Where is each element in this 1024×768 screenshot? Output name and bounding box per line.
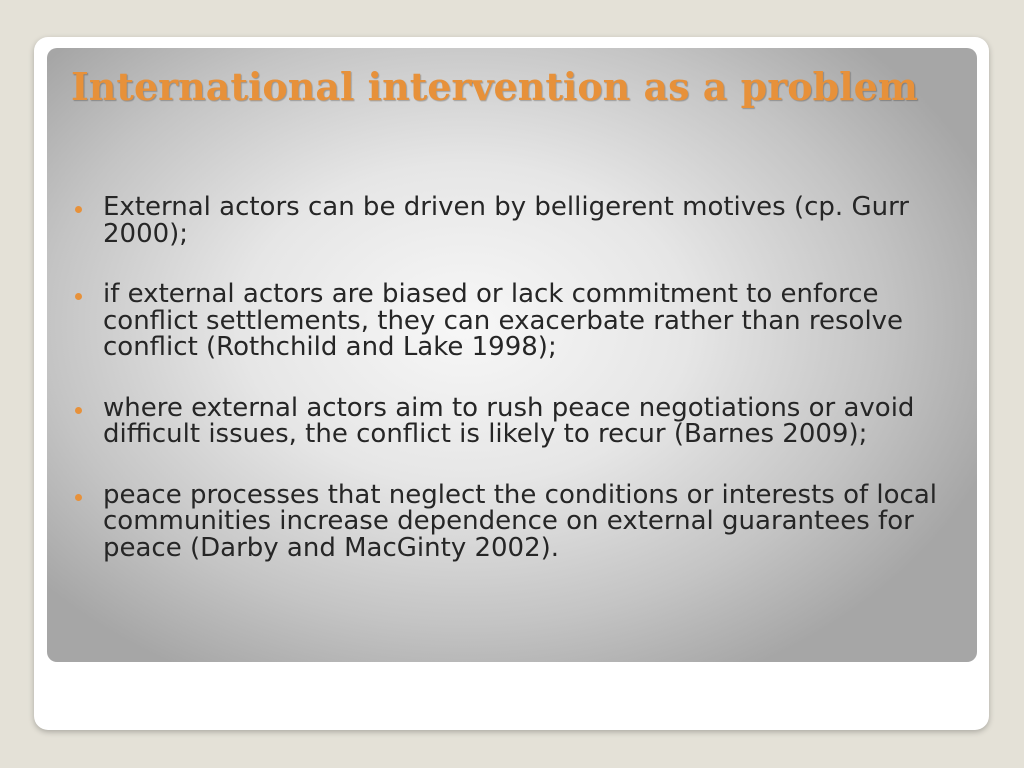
list-item [69, 194, 949, 247]
bullet-dot-icon [75, 407, 82, 414]
bullet-text: External actors can be driven by belligerent motives (cp. Gurr 2000); [103, 192, 909, 249]
bullet-text: if external actors are biased or lack commitment to enforce conflict settlements, they can exacerbate rather than resolve conflict (Rothchild and Lake 1998); [103, 279, 904, 362]
bullet-dot-icon [75, 206, 82, 213]
bullet-list [69, 194, 949, 595]
list-item [69, 479, 949, 563]
bullet-text: peace processes that neglect the conditions or interests of local communities increase dependence on external guarantees for peace (Darby and MacGinty 2002). [103, 479, 938, 563]
bullet-dot-icon [75, 494, 82, 501]
list-item [69, 392, 949, 449]
list-item [69, 281, 949, 361]
bullet-dot-icon [75, 293, 82, 300]
content-panel [47, 48, 977, 662]
slide-title: International intervention as a problem [71, 64, 918, 109]
bullet-text: where external actors aim to rush peace negotiations or avoid difficult issues, the conflict is likely to recur (Barnes 2009); [103, 392, 915, 449]
